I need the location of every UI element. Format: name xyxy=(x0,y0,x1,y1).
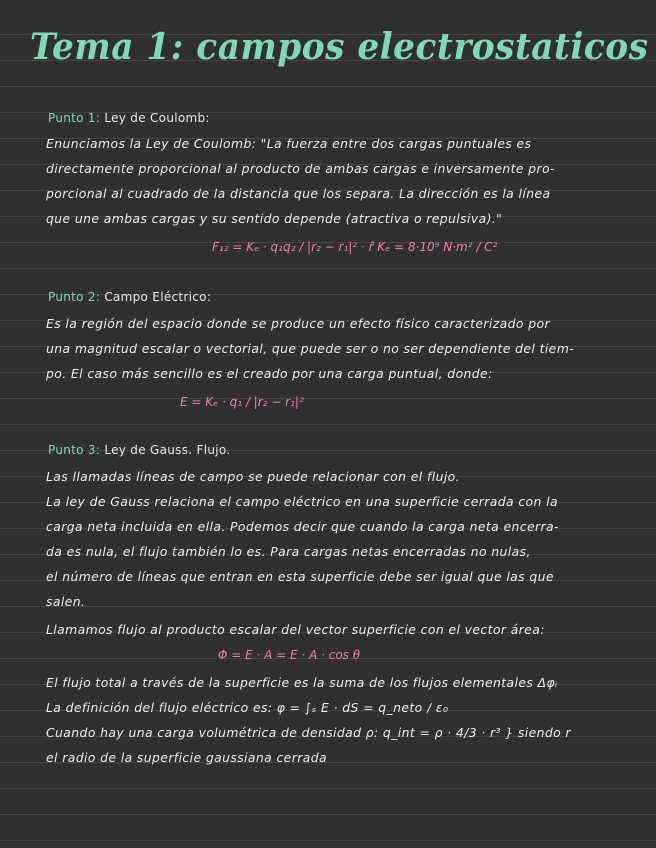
section2-line: una magnitud escalar o vectorial, que puede ser o no ser dependiente del tiem- xyxy=(46,341,575,356)
section3-line: el radio de la superficie gaussiana cerrada xyxy=(46,750,327,765)
section3-line: Cuando hay una carga volumétrica de densidad ρ: q_int = ρ · 4/3 · r³ } siendo r xyxy=(46,725,571,740)
section2-label: Punto 2: xyxy=(48,290,101,304)
section3-line: La ley de Gauss relaciona el campo eléctrico en una superficie cerrada con la xyxy=(46,494,558,509)
electric-field-formula: E = Kₑ · q₁ / |r₂ − r₁|² xyxy=(180,395,304,409)
section3-line: Las llamadas líneas de campo se puede relacionar con el flujo. xyxy=(46,469,460,484)
section2-heading-text: Campo Eléctrico: xyxy=(104,290,212,304)
flux-formula: Φ = E · A = E · A · cos θ xyxy=(218,648,361,662)
section3-line: Llamamos flujo al producto escalar del vector superficie con el vector área: xyxy=(46,622,545,637)
section2-line: Es la región del espacio donde se produce un efecto físico caracterizado por xyxy=(46,316,550,331)
section3-line: el número de líneas que entran en esta superficie debe ser igual que las que xyxy=(46,569,554,584)
section2-heading xyxy=(48,290,211,304)
section1-heading xyxy=(48,111,210,125)
section3-line: El flujo total a través de la superficie es la suma de los flujos elementales Δφᵢ xyxy=(46,675,558,690)
section3-line: da es nula, el flujo también lo es. Para cargas netas encerradas no nulas, xyxy=(46,544,531,559)
section3-label: Punto 3: xyxy=(48,443,101,457)
section2-line: po. El caso más sencillo es el creado por una carga puntual, donde: xyxy=(46,366,493,381)
section1-line: Enunciamos la Ley de Coulomb: "La fuerza entre dos cargas puntuales es xyxy=(46,136,532,151)
coulomb-formula: F₁₂ = Kₑ · q₁q₂ / |r₂ − r₁|² · r̂ Kₑ = 8·10⁹ N·m² / C² xyxy=(212,240,498,254)
section3-line: carga neta incluida en ella. Podemos decir que cuando la carga neta encerra- xyxy=(46,519,559,534)
section3-heading xyxy=(48,443,230,457)
section1-label: Punto 1: xyxy=(48,111,101,125)
section1-line: porcional al cuadrado de la distancia que los separa. La dirección es la línea xyxy=(46,186,551,201)
section1-line: directamente proporcional al producto de ambas cargas e inversamente pro- xyxy=(46,161,555,176)
section3-line: La definición del flujo eléctrico es: φ = ∫ₛ E · dS = q_neto / ε₀ xyxy=(46,700,449,715)
section3-line: salen. xyxy=(46,594,86,609)
section3-heading-text: Ley de Gauss. Flujo. xyxy=(104,443,231,457)
section1-heading-text: Ley de Coulomb: xyxy=(104,111,210,125)
section1-line: que une ambas cargas y su sentido depende (atractiva o repulsiva)." xyxy=(46,211,503,226)
page-title: Tema 1: campos electrostaticos xyxy=(30,26,649,68)
